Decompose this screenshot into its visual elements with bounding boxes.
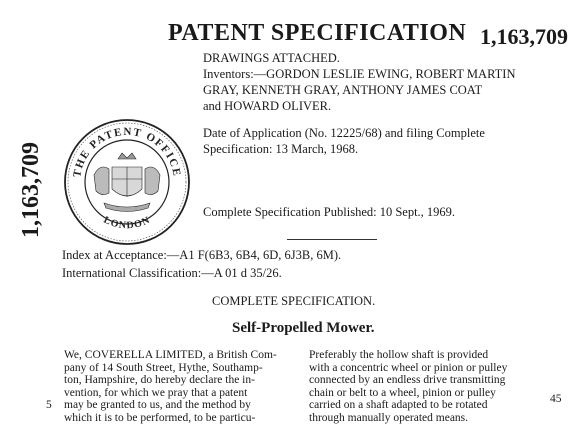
inventors-line-3: and HOWARD OLIVER.	[203, 99, 332, 113]
application-line-1: Date of Application (No. 12225/68) and filing Complete	[203, 126, 485, 140]
left-column-line-4: vention, for which we pray that a patent	[64, 386, 248, 399]
svg-text:THE PATENT OFFICE: THE PATENT OFFICE	[71, 125, 183, 179]
svg-text:LONDON: LONDON	[101, 214, 153, 232]
right-column-line-2: with a concentric wheel or pinion or pulley	[309, 361, 508, 374]
left-column-line-6: which it is to be performed, to be particu-	[64, 411, 256, 424]
international-classification: International Classification:—A 01 d 35/26.	[62, 266, 282, 280]
right-margin-line-number: 45	[550, 393, 562, 405]
right-column-line-3: connected by an endless drive transmitting	[309, 374, 506, 386]
side-patent-number: 1,163,709	[18, 142, 44, 238]
patent-number: 1,163,709	[480, 24, 568, 49]
application-line-2: Specification: 13 March, 1968.	[203, 142, 359, 156]
drawings-attached: DRAWINGS ATTACHED.	[203, 51, 340, 65]
invention-title: Self-Propelled Mower.	[232, 320, 375, 336]
index-at-acceptance: Index at Acceptance:—A1 F(6B3, 6B4, 6D, 6J3B, 6M).	[62, 248, 342, 262]
left-column-line-1: We, COVERELLA LIMITED, a British Com-	[64, 349, 277, 361]
complete-specification-heading: COMPLETE SPECIFICATION.	[212, 294, 376, 308]
divider-rule	[287, 239, 377, 240]
inventors-line-1: Inventors:—GORDON LESLIE EWING, ROBERT MARTIN	[203, 67, 516, 81]
left-margin-line-number: 5	[46, 399, 52, 411]
left-column-line-3: ton, Hampshire, do hereby declare the in-	[64, 374, 255, 386]
patent-office-seal-icon	[62, 117, 192, 247]
patent-title: PATENT SPECIFICATION	[168, 20, 467, 46]
left-column-line-2: pany of 14 South Street, Hythe, Southamp-	[64, 361, 263, 374]
right-column-line-6: through manually operated means.	[309, 411, 469, 424]
right-column-line-4: chain or belt to a wheel, pinion or pulley	[309, 386, 496, 399]
left-column-line-5: may be granted to us, and the method by	[64, 399, 251, 411]
inventors-line-2: GRAY, KENNETH GRAY, ANTHONY JAMES COAT	[203, 83, 483, 97]
published-date: Complete Specification Published: 10 Sept., 1969.	[203, 205, 456, 219]
right-column-line-1: Preferably the hollow shaft is provided	[309, 349, 489, 361]
right-column-line-5: carried on a shaft adapted to be rotated	[309, 399, 488, 411]
